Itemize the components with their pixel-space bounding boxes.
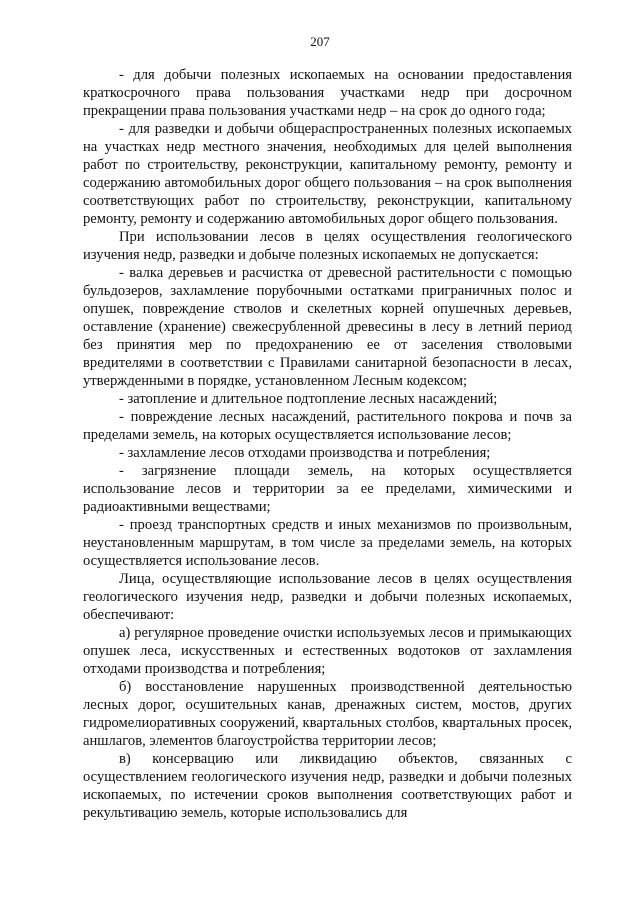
paragraph-7: - захламление лесов отходами производства и потребления; [119, 445, 491, 461]
paragraph-11: а) регулярное проведение очистки используемых лесов и примыкающих опушек леса, искусственных и естественных водотоков от захламления отходами производства и потребления; [83, 625, 572, 677]
paragraph-13: в) консервацию или ликвидацию объектов, связанных с осуществлением геологического изучения недр, разведки и добычи полезных ископаемых, по истечении сроков выполнения соответствующих работ и рекультивацию земель, которые использовались для [83, 751, 572, 821]
paragraph-9: - проезд транспортных средств и иных механизмов по произвольным, неустановленным маршрутам, в том числе за пределами земель, на которых осуществляется использование лесов. [83, 517, 572, 569]
paragraph-3: При использовании лесов в целях осуществления геологического изучения недр, разведки и добыче полезных ископаемых не допускается: [83, 229, 572, 263]
paragraph-1: - для добычи полезных ископаемых на основании предоставления краткосрочного права пользования участками недр при досрочном прекращении права пользования участками недр – на срок до одного года; [83, 67, 572, 119]
paragraph-2: - для разведки и добычи общераспространенных полезных ископаемых на участках недр местного значения, необходимых для целей выполнения работ по строительству, реконструкции, капитальному ремонту, ремонту и содержанию автомобильных дорог общего пользования – на срок выполнения соответствующих работ по строительству, реконструкции, капитальному ремонту, ремонту и содержанию автомобильных дорог общего пользования. [83, 121, 572, 227]
paragraph-10: Лица, осуществляющие использование лесов в целях осуществления геологического изучения недр, разведки и добычи полезных ископаемых, обеспечивают: [83, 571, 572, 623]
paragraph-5: - затопление и длительное подтопление лесных насаждений; [119, 391, 498, 407]
page-number: 207 [310, 34, 330, 49]
document-body [83, 66, 572, 822]
paragraph-8: - загрязнение площади земель, на которых осуществляется использование лесов и территории за ее пределами, химическими и радиоактивными веществами; [83, 463, 572, 515]
paragraph-6: - повреждение лесных насаждений, растительного покрова и почв за пределами земель, на которых осуществляется использование лесов; [83, 409, 572, 443]
paragraph-4: - валка деревьев и расчистка от древесной растительности с помощью бульдозеров, захламление порубочными остатками приграничных полос и опушек, повреждение стволов и скелетных корней опушечных деревьев, оставление (хранение) свежесрубленной древесины в лесу в летний период без принятия мер по предохранению ее от заселения стволовыми вредителями в соответствии с Правилами санитарной безопасности в лесах, утвержденными в порядке, установленном Лесным кодексом; [83, 265, 572, 389]
paragraph-12: б) восстановление нарушенных производственной деятельностью лесных дорог, осушительных канав, дренажных систем, мостов, других гидромелиоративных сооружений, квартальных столбов, квартальных просек, аншлагов, элементов благоустройства территории лесов; [83, 679, 572, 749]
